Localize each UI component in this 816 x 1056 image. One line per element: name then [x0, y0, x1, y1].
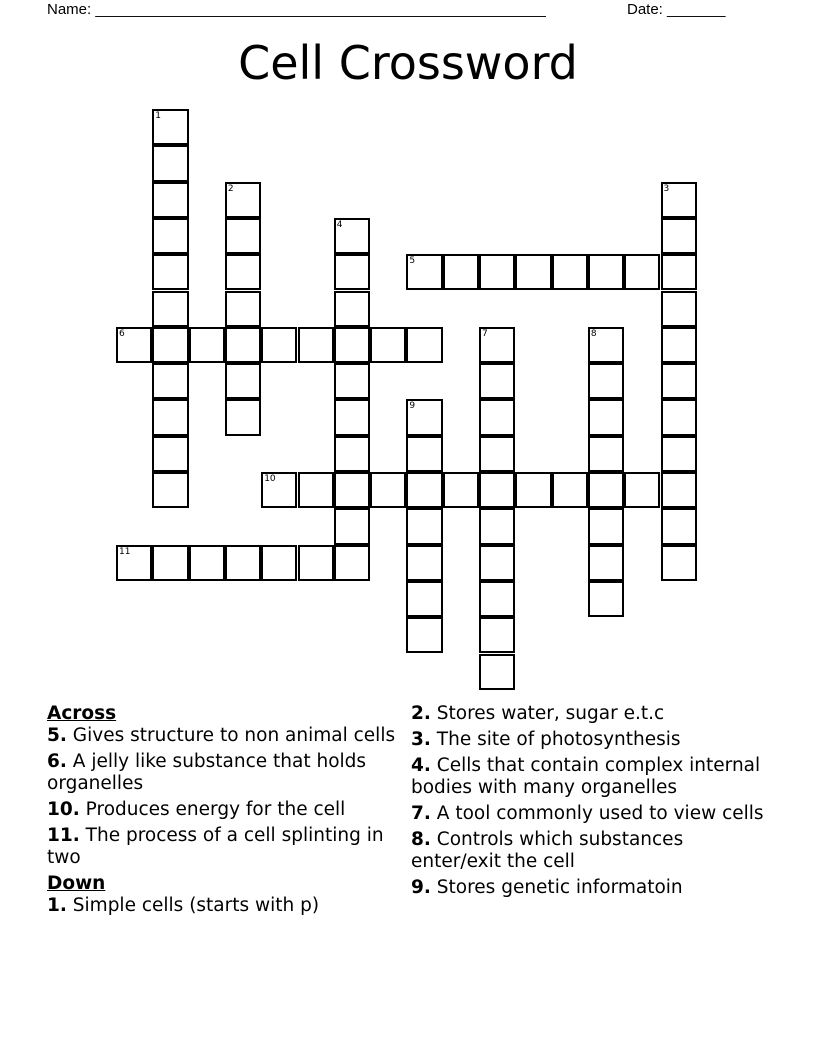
page-title: Cell Crossword	[238, 36, 578, 90]
clues-right-column	[411, 703, 771, 903]
grid-cell[interactable]	[225, 254, 261, 290]
grid-cell[interactable]	[479, 545, 515, 581]
grid-cell[interactable]	[152, 218, 188, 254]
clue-number: 8.	[411, 829, 431, 850]
grid-cell[interactable]	[261, 545, 297, 581]
clue-number: 9.	[411, 877, 431, 898]
grid-cell[interactable]	[661, 182, 697, 218]
grid-cell[interactable]	[661, 291, 697, 327]
grid-cell[interactable]	[661, 545, 697, 581]
clue-number: 4	[336, 219, 343, 230]
grid-cell[interactable]	[334, 436, 370, 472]
grid-cell[interactable]	[624, 254, 660, 290]
clue-number: 9	[409, 401, 416, 412]
down-heading: Down	[47, 873, 106, 894]
grid-cell[interactable]	[515, 254, 551, 290]
grid-cell[interactable]	[298, 472, 334, 508]
clue-item	[411, 877, 771, 899]
grid-cell[interactable]	[661, 472, 697, 508]
grid-cell[interactable]	[588, 472, 624, 508]
name-field[interactable]: Name: ______________________________________________________	[47, 1, 546, 18]
clue-number: 2	[227, 183, 234, 194]
clue-text: Produces energy for the cell	[79, 799, 346, 820]
grid-cell[interactable]	[661, 254, 697, 290]
clue-number: 11.	[47, 825, 80, 846]
clue-number: 4.	[411, 755, 431, 776]
grid-cell[interactable]	[370, 327, 406, 363]
grid-cell[interactable]	[624, 472, 660, 508]
grid-cell[interactable]	[152, 254, 188, 290]
grid-cell[interactable]	[152, 145, 188, 181]
grid-cell[interactable]	[225, 291, 261, 327]
clue-item	[411, 829, 771, 873]
clue-item	[47, 799, 397, 821]
grid-cell[interactable]	[479, 508, 515, 544]
grid-cell[interactable]	[116, 327, 152, 363]
clue-number: 3	[663, 183, 670, 194]
clue-number: 1.	[47, 895, 67, 916]
grid-cell[interactable]	[225, 545, 261, 581]
clue-item	[411, 703, 771, 725]
grid-cell[interactable]	[661, 218, 697, 254]
clue-number: 10.	[47, 799, 80, 820]
grid-cell[interactable]	[334, 254, 370, 290]
grid-cell[interactable]	[479, 617, 515, 653]
grid-cell[interactable]	[189, 327, 225, 363]
clue-item	[47, 725, 397, 747]
grid-cell[interactable]	[152, 472, 188, 508]
grid-cell[interactable]	[225, 399, 261, 435]
grid-cell[interactable]	[334, 363, 370, 399]
grid-cell[interactable]	[152, 399, 188, 435]
grid-cell[interactable]	[406, 617, 442, 653]
grid-cell[interactable]	[588, 545, 624, 581]
clue-number: 5.	[47, 725, 67, 746]
date-field[interactable]: Date: _______	[627, 1, 726, 18]
clue-number: 11	[119, 546, 131, 557]
grid-cell[interactable]	[152, 291, 188, 327]
clue-number: 7.	[411, 803, 431, 824]
grid-cell[interactable]	[515, 472, 551, 508]
clue-number: 6	[119, 328, 125, 339]
grid-cell[interactable]	[152, 182, 188, 218]
grid-cell[interactable]	[552, 472, 588, 508]
grid-cell[interactable]	[552, 254, 588, 290]
grid-cell[interactable]	[479, 363, 515, 399]
clue-number: 10	[264, 474, 276, 484]
grid-cell[interactable]	[334, 291, 370, 327]
grid-cell[interactable]	[406, 399, 442, 435]
clue-item	[47, 895, 397, 917]
grid-cell[interactable]	[588, 436, 624, 472]
grid-cell[interactable]	[261, 472, 297, 508]
clue-item	[411, 755, 771, 799]
clue-text: Cells that contain complex internal bodies with many organelles	[411, 755, 761, 798]
clue-item	[47, 751, 397, 795]
grid-cell[interactable]	[152, 545, 188, 581]
clue-text: A jelly like substance that holds organelles	[47, 751, 367, 794]
clue-number: 5	[409, 256, 416, 267]
grid-cell[interactable]	[406, 327, 442, 363]
clue-text: A tool commonly used to view cells	[430, 803, 764, 824]
grid-cell[interactable]	[334, 508, 370, 544]
grid-cell[interactable]	[661, 436, 697, 472]
grid-cell[interactable]	[334, 399, 370, 435]
grid-cell[interactable]	[152, 109, 188, 145]
clue-text: Controls which substances enter/exit the cell	[411, 829, 684, 872]
grid-cell[interactable]	[225, 327, 261, 363]
clue-text: Stores genetic informatoin	[430, 877, 683, 898]
clue-text: Simple cells (starts with p)	[66, 895, 320, 916]
grid-cell[interactable]	[152, 363, 188, 399]
grid-cell[interactable]	[443, 472, 479, 508]
clue-text: The process of a cell splinting in two	[47, 825, 384, 868]
grid-cell[interactable]	[261, 327, 297, 363]
clue-number: 8	[590, 328, 597, 339]
grid-cell[interactable]	[334, 218, 370, 254]
grid-cell[interactable]	[588, 254, 624, 290]
clue-item	[47, 825, 397, 869]
grid-cell[interactable]	[225, 218, 261, 254]
grid-cell[interactable]	[298, 545, 334, 581]
grid-cell[interactable]	[225, 182, 261, 218]
clue-number: 7	[482, 328, 488, 339]
grid-cell[interactable]	[116, 545, 152, 581]
grid-cell[interactable]	[588, 508, 624, 544]
grid-cell[interactable]	[479, 581, 515, 617]
clue-text: Gives structure to non animal cells	[66, 725, 396, 746]
grid-cell[interactable]	[189, 545, 225, 581]
clue-number: 1	[155, 111, 162, 121]
grid-cell[interactable]	[479, 436, 515, 472]
grid-cell[interactable]	[588, 581, 624, 617]
grid-cell[interactable]	[334, 472, 370, 508]
grid-cell[interactable]	[406, 254, 442, 290]
grid-cell[interactable]	[479, 399, 515, 435]
clue-text: The site of photosynthesis	[430, 729, 681, 750]
grid-cell[interactable]	[406, 581, 442, 617]
grid-cell[interactable]	[479, 654, 515, 690]
grid-cell[interactable]	[370, 472, 406, 508]
across-heading: Across	[47, 703, 117, 724]
grid-cell[interactable]	[225, 363, 261, 399]
clue-number: 2.	[411, 703, 431, 724]
grid-cell[interactable]	[479, 472, 515, 508]
clue-text: Stores water, sugar e.t.c	[430, 703, 665, 724]
clue-item	[411, 803, 771, 825]
grid-cell[interactable]	[588, 327, 624, 363]
clue-item	[411, 729, 771, 751]
grid-cell[interactable]	[406, 472, 442, 508]
grid-cell[interactable]	[661, 363, 697, 399]
grid-cell[interactable]	[661, 508, 697, 544]
grid-cell[interactable]	[443, 254, 479, 290]
grid-cell[interactable]	[661, 327, 697, 363]
clues-left-column	[47, 703, 397, 921]
grid-cell[interactable]	[152, 436, 188, 472]
grid-cell[interactable]	[334, 327, 370, 363]
clue-number: 3.	[411, 729, 431, 750]
grid-cell[interactable]	[588, 363, 624, 399]
grid-cell[interactable]	[298, 327, 334, 363]
grid-cell[interactable]	[406, 545, 442, 581]
grid-cell[interactable]	[152, 327, 188, 363]
grid-cell[interactable]	[406, 436, 442, 472]
grid-cell[interactable]	[479, 327, 515, 363]
clue-number: 6.	[47, 751, 67, 772]
grid-cell[interactable]	[479, 254, 515, 290]
grid-cell[interactable]	[588, 399, 624, 435]
grid-cell[interactable]	[334, 545, 370, 581]
grid-cell[interactable]	[661, 399, 697, 435]
grid-cell[interactable]	[406, 508, 442, 544]
